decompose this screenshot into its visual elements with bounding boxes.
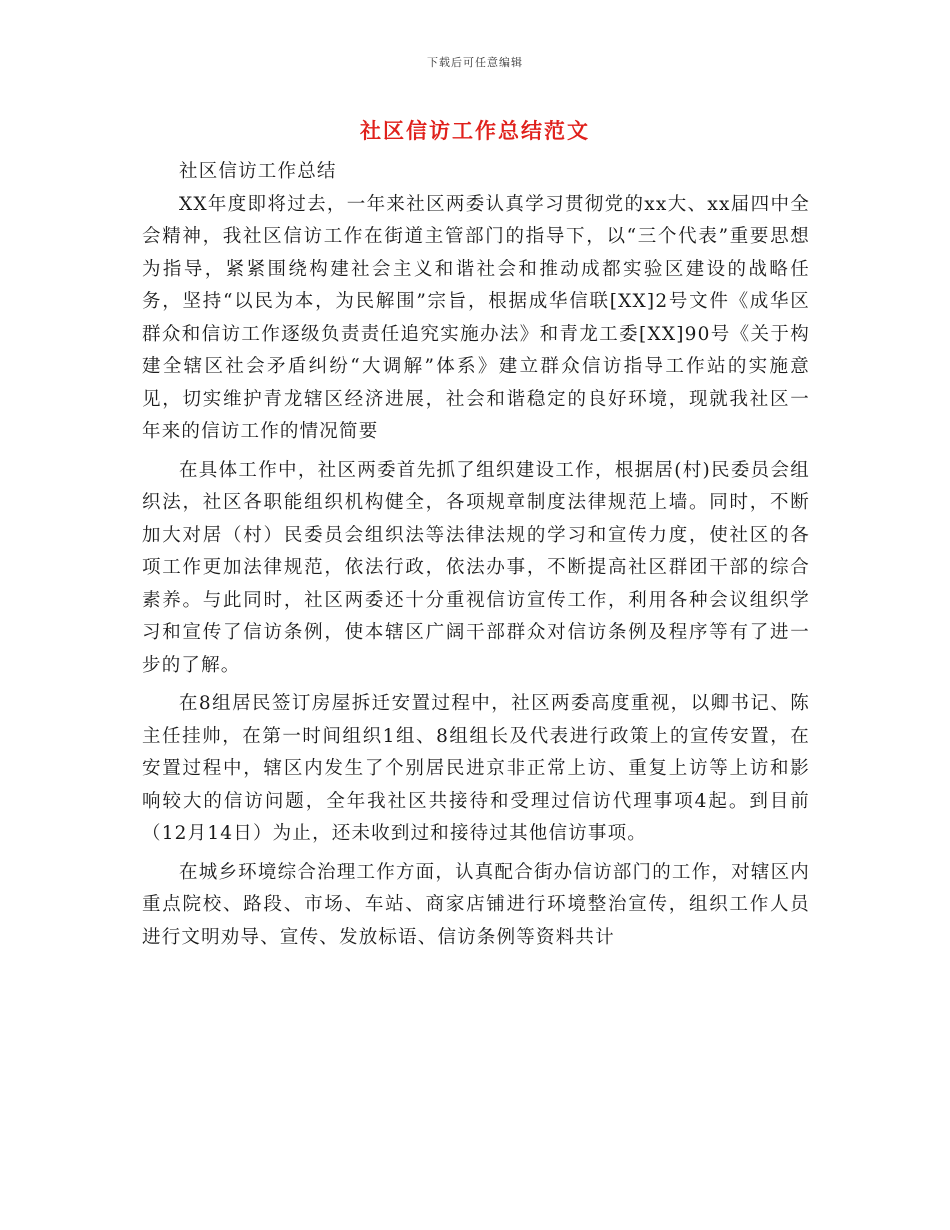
paragraph-environment: 在城乡环境综合治理工作方面，认真配合街办信访部门的工作，对辖区内重点院校、路段、市场、车站、商家店铺进行环境整治宣传，组织工作人员进行文明劝导、宣传、发放标语、信访条例等资料共计	[142, 861, 810, 948]
paragraph-intro: XX年度即将过去，一年来社区两委认真学习贯彻党的xx大、xx届四中全会精神，我社区信访工作在街道主管部门的指导下，以“三个代表”重要思想为指导，紧紧围绕构建社会主义和谐社会和推动成都实验区建设的战略任务，坚持“以民为本，为民解围”宗旨，根据成华信联[XX]2号文件《成华区群众和信访工作逐级负责责任追究实施办法》和青龙工委[XX]90号《关于构建全辖区社会矛盾纠纷“大调解”体系》建立群众信访指导工作站的实施意见，切实维护青龙辖区经济进展，社会和谐稳定的良好环境，现就我社区一年来的信访工作的情况简要	[142, 193, 810, 442]
paragraph-subtitle: 社区信访工作总结	[179, 161, 337, 182]
paragraph-organization: 在具体工作中，社区两委首先抓了组织建设工作，根据居(村)民委员会组织法，社区各职能组织机构健全，各项规章制度法律规范上墙。同时，不断加大对居（村）民委员会组织法等法律法规的学习和宣传力度，使社区的各项工作更加法律规范，依法行政，依法办事，不断提高社区群团干部的综合素养。与此同时，社区两委还十分重视信访宣传工作，利用各种会议组织学习和宣传了信访条例，使本辖区广阔干部群众对信访条例及程序等有了进一步的了解。	[142, 459, 810, 676]
document-body	[142, 156, 810, 954]
paragraph-relocation: 在8组居民签订房屋拆迁安置过程中，社区两委高度重视，以卿书记、陈主任挂帅，在第一时间组织1组、8组组长及代表进行政策上的宣传安置，在安置过程中，辖区内发生了个别居民进京非正常上访、重复上访等上访和影响较大的信访问题，全年我社区共接待和受理过信访代理事项4起。到目前（12月14日）为止，还未收到过和接待过其他信访事项。	[142, 693, 810, 844]
document-title: 社区信访工作总结范文	[360, 118, 590, 143]
download-note: 下载后可任意编辑	[427, 56, 523, 69]
